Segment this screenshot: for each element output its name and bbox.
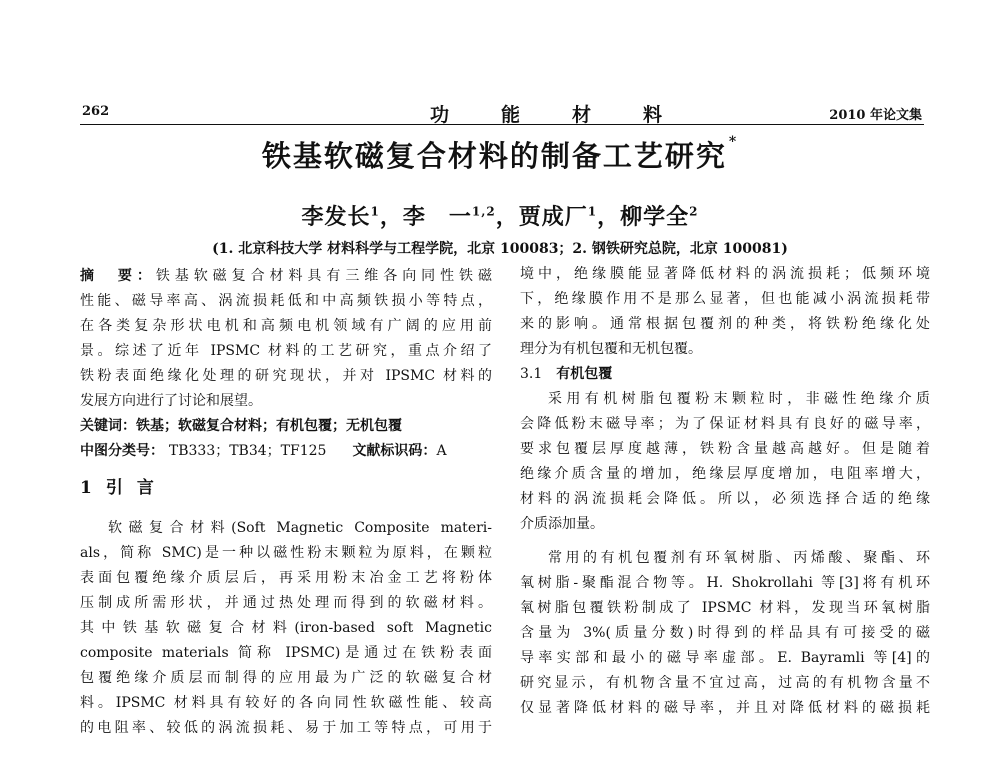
text-line: composite materials 简称 IPSMC)是通过在铁粉表面 (80, 645, 492, 661)
text-line: 氧树脂-聚酯混合物等。H. Shokrollahi 等[3]将有机环 (520, 575, 930, 591)
author-separator: ， (597, 204, 621, 230)
abstract-line (80, 364, 492, 389)
paper-title (0, 134, 1000, 175)
abstract-line (80, 389, 492, 414)
body-paragraph-2 (520, 387, 930, 537)
text-line: 介质添加量。 (520, 516, 604, 532)
abstract-text: 景。综述了近年 IPSMC 材料的工艺研究，重点介绍了 (80, 343, 492, 359)
abstract-line (80, 339, 492, 364)
text-line: 压制成所需形状，并通过热处理而得到的软磁材料。 (80, 595, 492, 611)
text-line: 包覆绝缘介质层而制得的应用最为广泛的软磁复合材 (80, 670, 492, 686)
body-paragraph-3 (520, 546, 930, 721)
author-affiliation-mark: 1 (370, 204, 380, 219)
author-list (0, 200, 1000, 231)
title-text: 铁基软磁复合材料的制备工艺研究 (261, 139, 727, 173)
abstract-text: 性能、磁导率高、涡流损耗低和中高频铁损小等特点， (80, 293, 492, 309)
text-line: 料。IPSMC 材料具有较好的各向同性软磁性能、较高 (80, 695, 492, 711)
left-column (80, 264, 492, 741)
text-line: 理分为有机包覆和无机包覆。 (520, 341, 702, 357)
author-name: 贾成厂 (518, 204, 588, 230)
keywords-text: 铁基；软磁复合材料；有机包覆；无机包覆 (136, 418, 402, 434)
journal-name: 功能材料 (430, 104, 715, 126)
author-name: 李 一 (402, 204, 472, 230)
classification-value: TB333；TB34；TF125 (168, 443, 327, 459)
abstract-line (80, 314, 492, 339)
abstract-text: 发展方向进行了讨论和展望。 (80, 393, 262, 409)
text-line: 采用有机树脂包覆粉末颗粒时，非磁性绝缘介质 (548, 391, 930, 407)
page-number: 262 (82, 104, 110, 119)
abstract-label: 摘 要： (80, 268, 156, 284)
collection-label: 2010 年论文集 (829, 108, 922, 123)
right-column (520, 262, 930, 721)
abstract-text: 在各类复杂形状电机和高频电机领域有广阔的应用前 (80, 318, 492, 334)
text-line: 仅显著降低材料的磁导率，并且对降低材料的磁损耗 (520, 700, 930, 716)
text-line: 导率实部和最小的磁导率虚部。E. Bayramli 等[4]的 (520, 650, 930, 666)
text-line: 下，绝缘膜作用不是那么显著，但也能减小涡流损耗带 (520, 291, 930, 307)
abstract-text: 铁基软磁复合材料具有三维各向同性铁磁 (155, 268, 492, 284)
text-line: 境中，绝缘膜能显著降低材料的涡流损耗；低频环境 (520, 266, 930, 282)
text-line: 要求包覆层厚度越薄，铁粉含量越高越好。但是随着 (520, 441, 930, 457)
subsection-heading (520, 362, 930, 387)
author-name: 李发长 (301, 204, 371, 230)
text-line: 表面包覆绝缘介质层后，再采用粉末冶金工艺将粉体 (80, 570, 492, 586)
affiliations: (1. 北京科技大学 材料科学与工程学院，北京 100083；2. 钢铁研究总院，北京 100081) (212, 241, 788, 257)
author-affiliation-mark: 1 (587, 204, 598, 219)
classification-label: 中图分类号： (80, 443, 164, 459)
text-line: 材料的涡流损耗会降低。所以，必须选择合适的绝缘 (520, 491, 930, 507)
text-line: 来的影响。通常根据包覆剂的种类，将铁粉绝缘化处 (520, 316, 930, 332)
keywords-label: 关键词： (80, 418, 136, 434)
abstract-line (80, 264, 492, 289)
author-separator: ， (495, 204, 519, 230)
text-line: 软磁复合材料(Soft Magnetic Composite materi- (108, 520, 492, 536)
header-rule (80, 124, 924, 125)
abstract (80, 264, 492, 414)
subsection-number: 3.1 (520, 366, 543, 382)
text-line: 研究显示，有机物含量不宜过高，过高的有机物含量不 (520, 675, 930, 691)
body-paragraph-1 (520, 262, 930, 362)
author-name: 柳学全 (620, 204, 690, 230)
author-affiliation-mark: 1,2 (471, 204, 496, 219)
doc-code-value: A (436, 443, 447, 459)
intro-paragraph (80, 516, 492, 741)
text-line: 绝缘介质含量的增加，绝缘层厚度增加，电阻率增大， (520, 466, 930, 482)
text-line: 氧树脂包覆铁粉制成了 IPSMC 材料，发现当环氧树脂 (520, 600, 930, 616)
keywords (80, 414, 492, 439)
text-line: 含量为 3%(质量分数)时得到的样品具有可接受的磁 (520, 625, 930, 641)
abstract-text: 铁粉表面绝缘化处理的研究现状，并对 IPSMC 材料的 (80, 368, 492, 384)
text-line: 会降低粉末磁导率；为了保证材料具有良好的磁导率， (520, 416, 930, 432)
doc-code-label: 文献标识码： (352, 443, 437, 459)
title-footnote-mark: * (728, 134, 739, 150)
text-line: 常用的有机包覆剂有环氧树脂、丙烯酸、聚酯、环 (548, 550, 930, 566)
text-line: 的电阻率、较低的涡流损耗、易于加工等特点，可用于 (80, 720, 492, 736)
text-line: 其中铁基软磁复合材料(iron-based soft Magnetic (80, 620, 492, 636)
classification-line (80, 439, 492, 464)
section-heading (80, 470, 492, 506)
section-title: 引言 (105, 478, 168, 498)
section-number: 1 (80, 478, 92, 498)
abstract-line (80, 289, 492, 314)
author-affiliation-mark: 2 (689, 204, 699, 219)
subsection-title: 有机包覆 (556, 366, 613, 382)
text-line: als，简称 SMC)是一种以磁性粉末颗粒为原料，在颗粒 (80, 545, 492, 561)
author-separator: ， (379, 204, 403, 230)
